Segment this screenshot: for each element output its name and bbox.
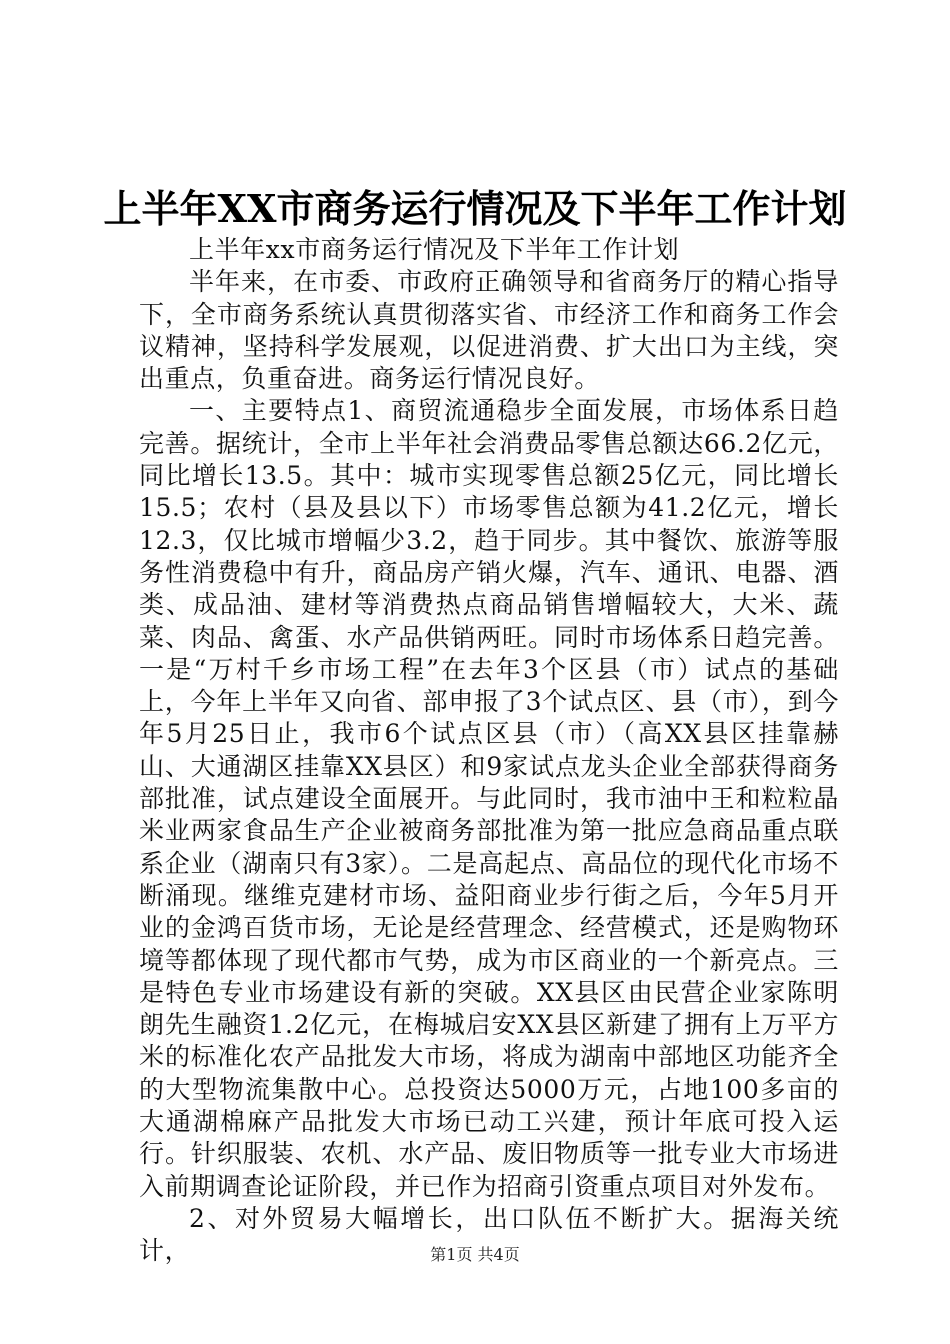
document-title: 上半年XX市商务运行情况及下半年工作计划	[103, 186, 847, 231]
page-footer: 第1页 共4页	[430, 1245, 520, 1264]
document-body	[139, 234, 839, 1268]
foreign-trade-paragraph: 2、对外贸易大幅增长，出口队伍不断扩大。据海关统计，	[139, 1203, 839, 1266]
intro-paragraph: 半年来，在市委、市政府正确领导和省商务厅的精心指导下，全市商务系统认真贯彻落实省、市经济工作和商务工作会议精神，坚持科学发展观，以促进消费、扩大出口为主线，突出重点，负重奋进。商务运行情况良好。	[139, 267, 839, 394]
main-features-paragraph: 一、主要特点1、商贸流通稳步全面发展，市场体系日趋完善。据统计，全市上半年社会消费品零售总额达66.2亿元，同比增长13.5。其中：城市实现零售总额25亿元，同比增长15.5；农村（县及县以下）市场零售总额为41.2亿元，增长12.3，仅比城市增幅少3.2，趋于同步。其中餐饮、旅游等服务性消费稳中有升，商品房产销火爆，汽车、通讯、电器、酒类、成品油、建材等消费热点商品销售增幅较大，大米、蔬菜、肉品、禽蛋、水产品供销两旺。同时市场体系日趋完善。一是“万村千乡市场工程”在去年3个区县（市）试点的基础上，今年上半年又向省、部申报了3个试点区、县（市），到今年5月25日止，我市6个试点区县（市）（高XX县区挂靠赫山、大通湖区挂靠XX县区）和9家试点龙头企业全部获得商务部批准，试点建设全面展开。与此同时，我市油中王和粒粒晶米业两家食品生产企业被商务部批准为第一批应急商品重点联系企业（湖南只有3家）。二是高起点、高品位的现代化市场不断涌现。继维克建材市场、益阳商业步行街之后，今年5月开业的金鸿百货市场，无论是经营理念、经营模式，还是购物环境等都体现了现代都市气势，成为市区商业的一个新亮点。三是特色专业市场建设有新的突破。XX县区由民营企业家陈明朗先生融资1.2亿元，在梅城启安XX县区新建了拥有上万平方米的标准化农产品批发大市场，将成为湖南中部地区功能齐全的大型物流集散中心。总投资达5000万元，占地100多亩的大通湖棉麻产品批发大市场已动工兴建，预计年底可投入运行。针织服装、农机、水产品、废旧物质等一批专业大市场进入前期调查论证阶段，并已作为招商引资重点项目对外发布。	[139, 396, 839, 1201]
subtitle-paragraph: 上半年xx市商务运行情况及下半年工作计划	[189, 235, 680, 264]
